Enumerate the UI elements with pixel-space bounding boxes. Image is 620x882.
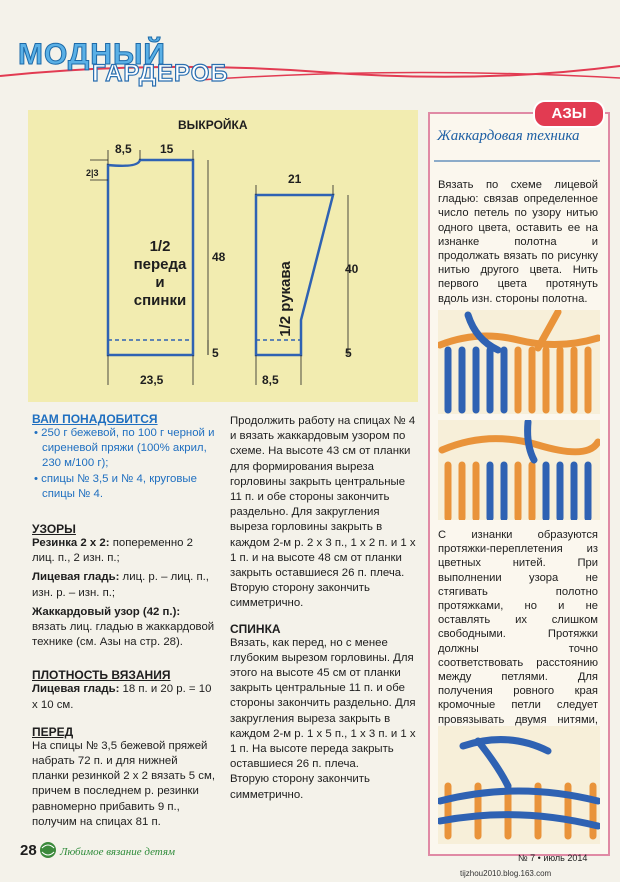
brand-subtitle: ГАРДЕРОБ [92,60,229,87]
pattern-jacquard: Жаккардовый узор (42 п.): вязать лиц. гладью в жаккардовой технике (см. Азы на стр. 28). [32,605,215,649]
knit-illustration-3 [438,726,600,844]
issue-info: № 7 • июль 2014 [518,853,588,863]
middle-column [230,414,418,803]
knit-illustration-1 [438,310,600,414]
watermark: tijzhou2010.blog.163.com [460,869,552,878]
yarn-ball-icon [38,840,58,860]
back-heading: СПИНКА [230,621,281,636]
front-text: На спицы № 3,5 бежевой пряжей набрать 72 п. и для нижней планки резинкой 2 х 2 вязать 5 см, причем в последнем р. резинки равномерно прибавить 9 п., получим на спицах 81 п. [32,739,215,828]
dim-sleeve-top: 21 [288,172,302,186]
sidebar-title: Жаккардовая техника [437,128,580,144]
front-end: Вторую сторону закончить симметрично. [230,582,370,610]
front-continued: Продолжить работу на спицах № 4 и вязать жаккардовым узором по схеме. На высоте 43 см от планки для формирования выреза горловины закрыть центральные 11 п. и обе стороны закончить раздельно. Для закругления выреза горловины закрыть в каждом 2-м р. 2 х 3 п., 1 х 2 п. и 1 х 1 п. и на высоте 48 см от планки закрыть оставшиеся 26 п. плеча. [230,415,416,580]
patterns-heading: УЗОРЫ [32,522,76,537]
density-heading: ПЛОТНОСТЬ ВЯЗАНИЯ [32,668,171,683]
sidebar-tab: АЗЫ [533,100,605,128]
dim-sleeve-height: 40 [345,262,359,276]
dim-sleeve-rib: 5 [345,346,352,360]
pattern-stockinette: Лицевая гладь: лиц. р. – лиц. п., изн. р. – изн. п.; [32,571,209,599]
dim-height: 48 [212,250,226,264]
dim-neck-depth: 2|3 [86,168,99,178]
front-piece-label: 1/2 переда и спинки [133,238,187,309]
sidebar-text-2: С изнанки образуются протяжки-переплетения из цветных нитей. При выполнении узора не стягивать полотно протяжками, но и не оставлять их слишком свободными. Протяжки должны точно соответствовать расстоянию между петлями. Для получения ровного края кромочные петли следует провязывать двумя нитями, находящимися в работе в данный момент. [438,529,598,755]
magazine-name: Любимое вязание детям [60,846,176,858]
materials-heading: ВАМ ПОНАДОБИТСЯ [32,412,158,426]
back-text: Вязать, как перед, но с менее глубоким вырезом горловины. Для этого на высоте 45 см от планки закрыть центральные 11 п. и обе стороны закончить раздельно. Для закругления выреза закрыть в каждом 2-м р. 1 х 5 п., 1 х 3 п. и 1 х 1 п. На высоте переда закрыть оставшиеся 26 п. плеча. [230,636,416,771]
sidebar-text-1: Вязать по схеме лицевой гладью: связав определенное число петель по узору нитью одного цвета, оставить ее на изнанке полотна и продолжать вязать по рисунку нитью другого цвета. Нить первого цвета протянуть вдоль изн. стороны полотна. [438,179,598,305]
dim-bottom: 23,5 [140,373,164,387]
sleeve-piece-label: 1/2 рукава [277,261,294,337]
brand-title: МОДНЫЙ [18,38,166,71]
left-column [32,412,217,830]
dim-rib: 5 [212,346,219,360]
dim-shoulder: 15 [160,142,174,156]
sidebar-title-rule [434,160,600,162]
back-end: Вторую сторону закончить симметрично. [230,773,370,801]
materials-item: • спицы № 3,5 и № 4, круговые спицы № 4. [34,472,197,500]
pattern-rib: Резинка 2 х 2: попеременно 2 лиц. п., 2 изн. п.; [32,537,193,565]
page-number: 28 [20,842,37,859]
dim-sleeve-bottom: 8,5 [262,373,279,387]
dim-neck-offset: 8,5 [115,142,132,156]
materials-item: • 250 г бежевой, по 100 г черной и сиреневой пряжи (100% акрил, 230 м/100 г); [34,427,215,470]
knit-illustration-2 [438,420,600,520]
pattern-title: ВЫКРОЙКА [178,118,248,132]
density-text: Лицевая гладь: 18 п. и 20 р. = 10 х 10 см. [32,683,212,711]
front-heading: ПЕРЕД [32,724,74,739]
